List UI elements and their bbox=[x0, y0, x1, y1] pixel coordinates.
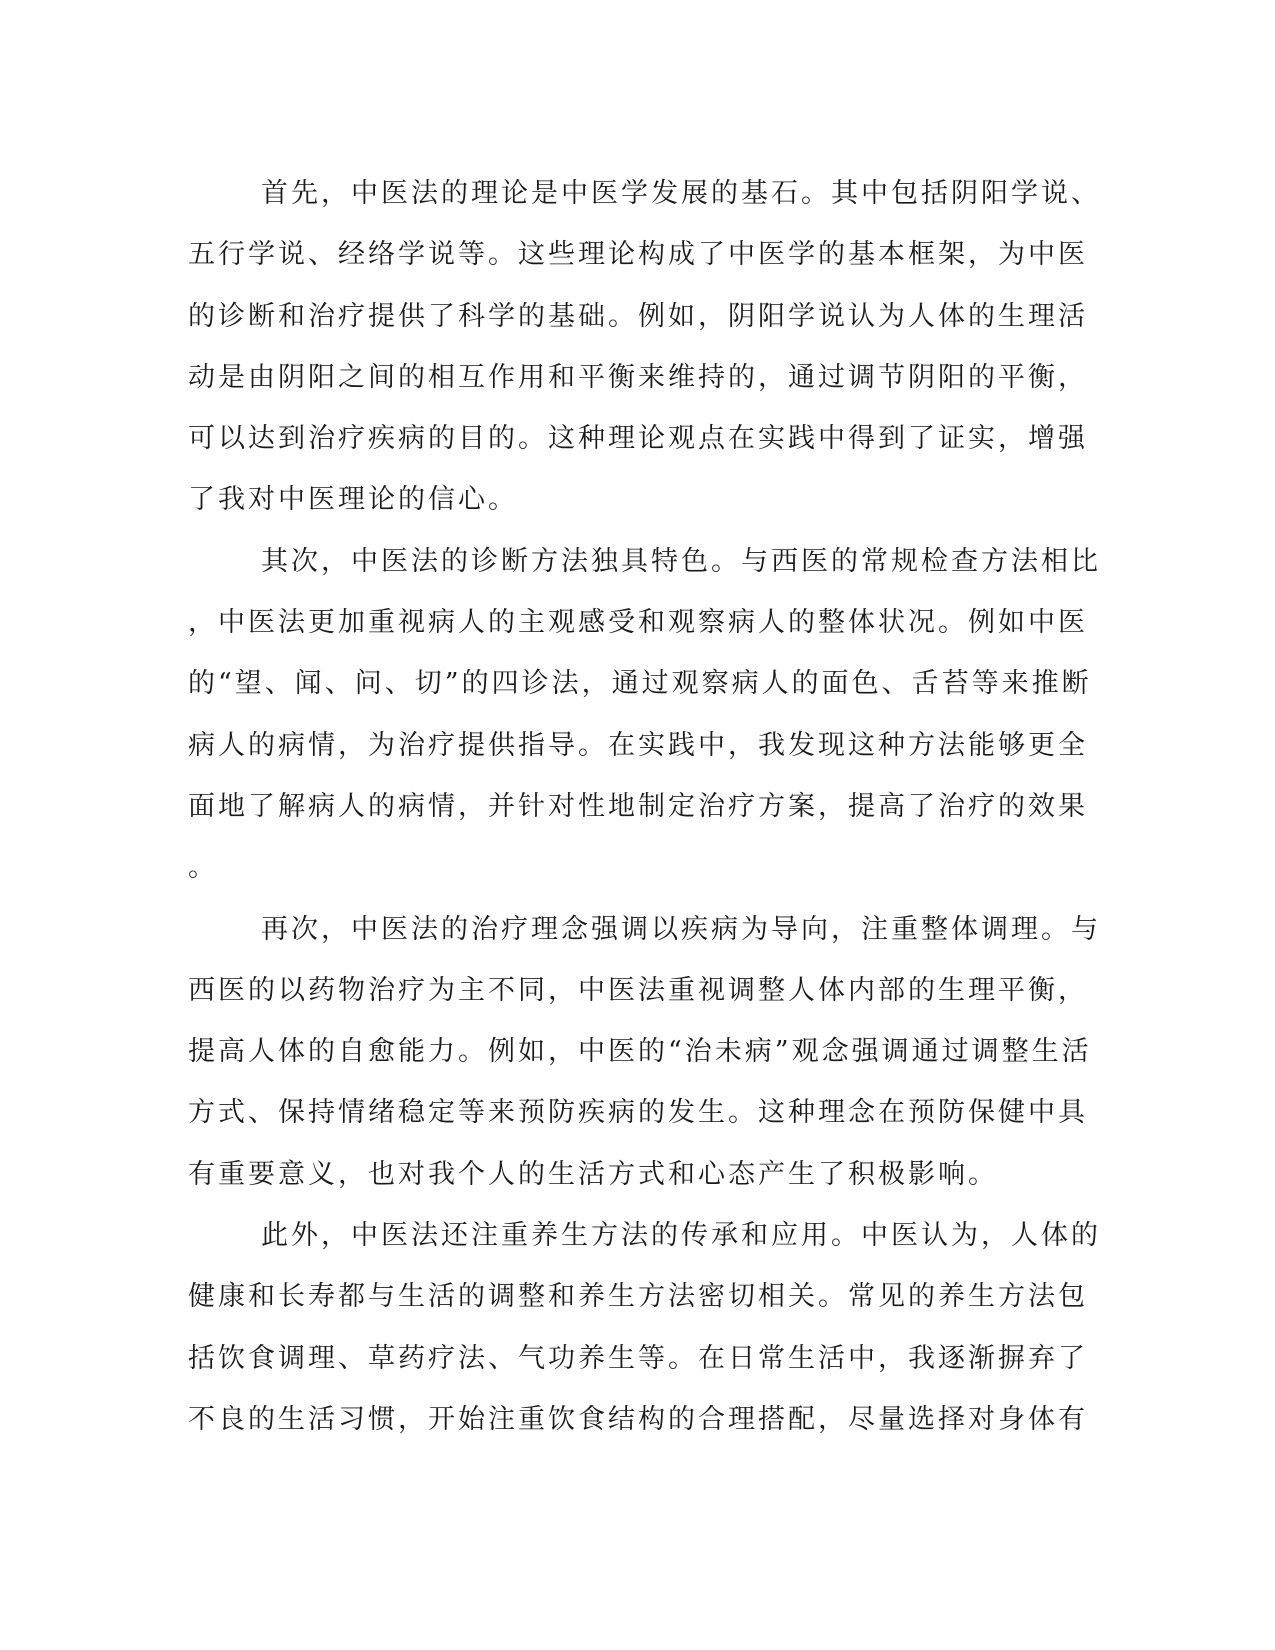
paragraph-health-preservation bbox=[188, 1205, 1101, 1450]
paragraph-line: 有重要意义，也对我个人的生活方式和心态产生了积极影响。 bbox=[188, 1158, 998, 1190]
paragraph-treatment bbox=[188, 899, 1101, 1205]
paragraph-line: 五行学说、经络学说等。这些理论构成了中医学的基本框架，为中医 bbox=[188, 239, 1088, 271]
paragraph-line: 再次，中医法的治疗理念强调以疾病为导向，注重整体调理。与 bbox=[261, 913, 1101, 945]
paragraph-line: 可以达到治疗疾病的目的。这种理论观点在实践中得到了证实，增强 bbox=[188, 423, 1088, 455]
paragraph-line: 健康和长寿都与生活的调整和养生方法密切相关。常见的养生方法包 bbox=[188, 1281, 1088, 1313]
paragraph-line: 面地了解病人的病情，并针对性地制定治疗方案，提高了治疗的效果 bbox=[188, 790, 1088, 822]
paragraph-line: 了我对中医理论的信心。 bbox=[188, 484, 518, 516]
paragraph-line: 此外，中医法还注重养生方法的传承和应用。中医认为，人体的 bbox=[261, 1220, 1101, 1252]
paragraph-line: 不良的生活习惯，开始注重饮食结构的合理搭配，尽量选择对身体有 bbox=[188, 1403, 1088, 1435]
paragraph-line: 。 bbox=[188, 852, 218, 884]
paragraph-line: 其次，中医法的诊断方法独具特色。与西医的常规检查方法相比 bbox=[261, 545, 1101, 577]
paragraph-line: 方式、保持情绪稳定等来预防疾病的发生。这种理念在预防保健中具 bbox=[188, 1097, 1088, 1129]
paragraph-line: 提高人体的自愈能力。例如，中医的“治未病”观念强调通过调整生活 bbox=[188, 1036, 1092, 1068]
paragraph-line: 西医的以药物治疗为主不同，中医法重视调整人体内部的生理平衡， bbox=[188, 974, 1088, 1006]
document-body bbox=[188, 163, 1101, 1450]
paragraph-line: ，中医法更加重视病人的主观感受和观察病人的整体状况。例如中医 bbox=[188, 607, 1088, 639]
paragraph-line: 括饮食调理、草药疗法、气功养生等。在日常生活中，我逐渐摒弃了 bbox=[188, 1342, 1088, 1374]
paragraph-line: 的诊断和治疗提供了科学的基础。例如，阴阳学说认为人体的生理活 bbox=[188, 300, 1088, 332]
paragraph-theory bbox=[188, 163, 1101, 531]
paragraph-line: 首先，中医法的理论是中医学发展的基石。其中包括阴阳学说、 bbox=[261, 178, 1101, 209]
paragraph-line: 病人的病情，为治疗提供指导。在实践中，我发现这种方法能够更全 bbox=[188, 729, 1088, 761]
paragraph-diagnosis bbox=[188, 531, 1101, 899]
paragraph-line: 动是由阴阳之间的相互作用和平衡来维持的，通过调节阴阳的平衡， bbox=[188, 361, 1088, 393]
paragraph-line: 的“望、闻、问、切”的四诊法，通过观察病人的面色、舌苔等来推断 bbox=[188, 668, 1092, 700]
